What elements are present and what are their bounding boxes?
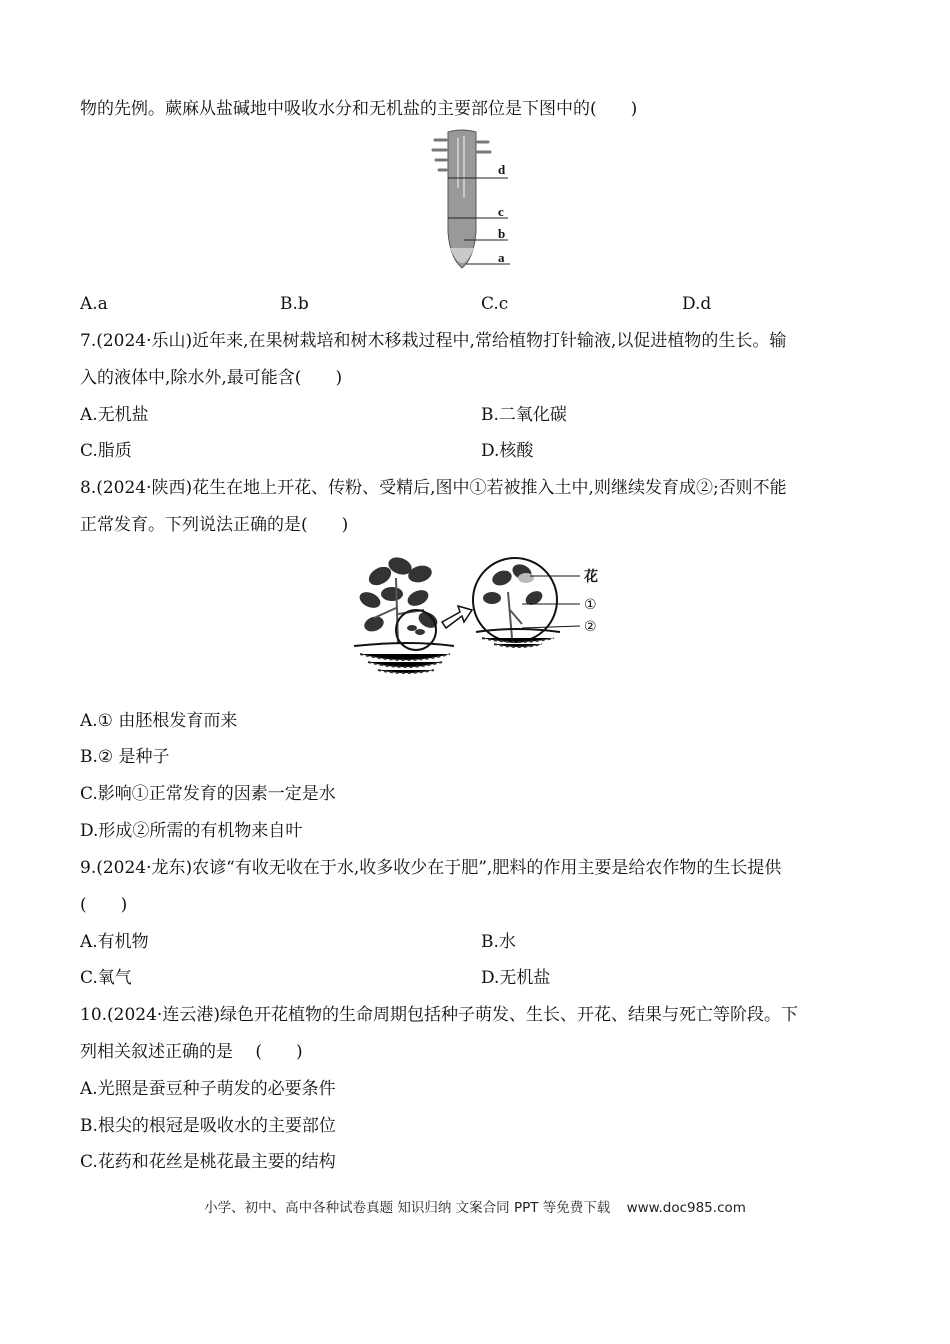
q10-option-a: A.光照是蚕豆种子萌发的必要条件 — [80, 1079, 336, 1099]
q9-option-d: D.无机盐 — [481, 968, 551, 988]
q6-stem: 物的先例。蕨麻从盐碱地中吸收水分和无机盐的主要部位是下图中的( ) — [80, 99, 638, 119]
label-b: b — [498, 226, 506, 241]
footer-url[interactable]: www.doc985.com — [626, 1200, 746, 1216]
q8-option-b: B.② 是种子 — [80, 747, 170, 767]
label-d: d — [498, 162, 506, 177]
footer-text: 小学、初中、高中各种试卷真题 知识归纳 文案合同 PPT 等免费下载 — [204, 1200, 611, 1216]
q6-option-c: C.c — [481, 294, 509, 314]
q7-stem-line1: 7.(2024·乐山)近年来,在果树栽培和树木移栽过程中,常给植物打针输液,以促进植物的生长。输 — [80, 331, 787, 351]
q7-option-d: D.核酸 — [481, 441, 534, 461]
q6-option-a: A.a — [80, 294, 108, 314]
q9-option-b: B.水 — [481, 932, 516, 952]
label-c: c — [498, 204, 504, 219]
q10-stem-line1: 10.(2024·连云港)绿色开花植物的生命周期包括种子萌发、生长、开花、结果与死亡等阶段。下 — [80, 1005, 798, 1025]
q7-stem-line2: 入的液体中,除水外,最可能含( ) — [80, 368, 343, 388]
label-1: ① — [584, 597, 597, 613]
q9-option-c: C.氧气 — [80, 968, 132, 988]
q8-option-a: A.① 由胚根发育而来 — [80, 711, 238, 731]
q8-option-c: C.影响①正常发育的因素一定是水 — [80, 784, 336, 804]
q6-option-d: D.d — [682, 294, 712, 314]
q6-option-b: B.b — [280, 294, 309, 314]
label-flower: 花 — [584, 569, 598, 585]
q9-option-a: A.有机物 — [80, 932, 149, 952]
q10-stem-line2: 列相关叙述正确的是 ( ) — [80, 1042, 303, 1062]
page-footer — [0, 1196, 950, 1216]
q7-option-a: A.无机盐 — [80, 405, 149, 425]
label-a: a — [498, 250, 505, 265]
q8-stem-line2: 正常发育。下列说法正确的是( ) — [80, 515, 349, 535]
q7-option-b: B.二氧化碳 — [481, 405, 567, 425]
peanut-figure — [350, 548, 610, 680]
q9-stem-line1: 9.(2024·龙东)农谚“有收无收在于水,收多收少在于肥”,肥料的作用主要是给农作物的生长提供 — [80, 858, 782, 878]
q7-option-c: C.脂质 — [80, 441, 132, 461]
label-2: ② — [584, 619, 597, 635]
q9-stem-line2: ( ) — [80, 895, 128, 915]
q8-stem-line1: 8.(2024·陕西)花生在地上开花、传粉、受精后,图中①若被推入土中,则继续发育成②;否则不能 — [80, 478, 787, 498]
q10-option-b: B.根尖的根冠是吸收水的主要部位 — [80, 1116, 336, 1136]
root-tip-figure — [430, 128, 530, 274]
q8-option-d: D.形成②所需的有机物来自叶 — [80, 821, 303, 841]
q10-option-c: C.花药和花丝是桃花最主要的结构 — [80, 1152, 336, 1172]
